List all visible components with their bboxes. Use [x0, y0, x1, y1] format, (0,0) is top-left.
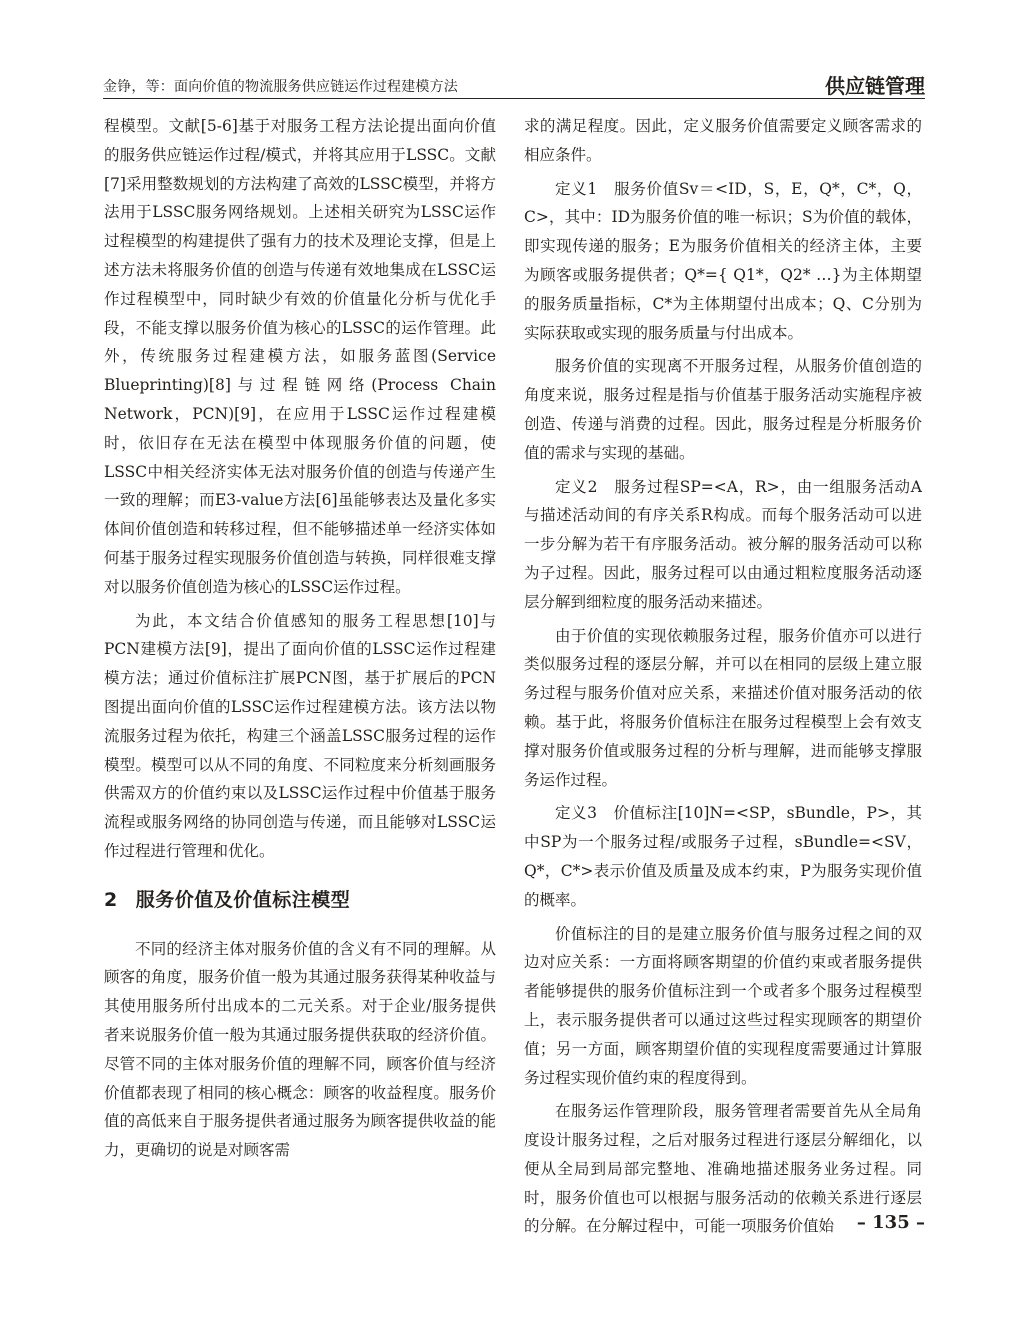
right-column — [524, 112, 922, 1246]
running-header — [103, 58, 925, 99]
definition-1: 定义1 服务价值Sv＝<ID，S，E，Q*，C*，Q，C>，其中：ID为服务价值的唯一标识；S为价值的载体，即实现传递的服务；E为服务价值相关的经济主体，主要为顾客或服务提供者；Q*={ Q1*，Q2* …}为主体期望的服务质量指标，C*为主体期望付出成本；Q、C分别为实际获取或实现的服务质量与付出成本。 — [524, 179, 922, 342]
paragraph: 由于价值的实现依赖服务过程，服务价值亦可以进行类似服务过程的逐层分解，并可以在相同的层级上建立服务过程与服务价值对应关系，来描述价值对服务活动的依赖。基于此，将服务价值标注在服务过程模型上会有效支撑对服务价值或服务过程的分析与理解，进而能够支撑服务运作过程。 — [524, 626, 922, 789]
definition-3: 定义3 价值标注[10]N=<SP，sBundle，P>，其中SP为一个服务过程/或服务子过程，sBundle=<SV，Q*，C*>表示价值及质量及成本约束，P为服务实现价值的概率。 — [524, 804, 922, 909]
left-column — [104, 112, 496, 1170]
paragraph: 价值标注的目的是建立服务价值与服务过程之间的双边对应关系：一方面将顾客期望的价值约束或者服务提供者能够提供的服务价值标注到一个或者多个服务过程模型上，表示服务提供者可以通过这些过程实现顾客的期望价值；另一方面，顾客期望价值的实现程度需要通过计算服务过程实现价值约束的程度得到。 — [524, 924, 922, 1087]
paragraph: 程模型。文献[5-6]基于对服务工程方法论提出面向价值的服务供应链运作过程/模式，并将其应用于LSSC。文献[7]采用整数规划的方法构建了高效的LSSC模型，并将方法用于LSSC服务网络规划。上述相关研究为LSSC运作过程模型的构建提供了强有力的技术及理论支撑，但是上述方法未将服务价值的创造与传递有效地集成在LSSC运作过程模型中，同时缺少有效的价值量化分析与优化手段，不能支撑以服务价值为核心的LSSC的运作管理。此外，传统服务过程建模方法，如服务蓝图(Service Blueprinting)[8]与过程链网络(Process Chain Network，PCN)[9]，在应用于LSSC运作过程建模时，依旧存在无法在模型中体现服务价值的问题，使LSSC中相关经济实体无法对服务价值的创造与传递产生一致的理解；而E3-value方法[6]虽能够表达及量化多实体间价值创造和转移过程，但不能够描述单一经济实体如何基于服务过程实现服务价值创造与转换，同样很难支撑对以服务价值创造为核心的LSSC运作过程。 — [104, 117, 496, 596]
section-number: 2 — [104, 888, 118, 911]
running-title: 金铮，等：面向价值的物流服务供应链运作过程建模方法 — [103, 79, 458, 95]
paragraph: 求的满足程度。因此，定义服务价值需要定义顾客需求的相应条件。 — [524, 117, 922, 164]
paragraph: 不同的经济主体对服务价值的含义有不同的理解。从顾客的角度，服务价值一般为其通过服务获得某种收益与其使用服务所付出成本的二元关系。对于企业/服务提供者来说服务价值一般为其通过服务提供获取的经济价值。尽管不同的主体对服务价值的理解不同，顾客价值与经济价值都表现了相同的核心概念：顾客的收益程度。服务价值的高低来自于服务提供者通过服务为顾客提供收益的能力，更确切的说是对顾客需 — [104, 939, 496, 1160]
paragraph: 在服务运作管理阶段，服务管理者需要首先从全局角度设计服务过程，之后对服务过程进行逐层分解细化，以便从全局到局部完整地、准确地描述服务业务过程。同时，服务价值也可以根据与服务活动的依赖关系进行逐层的分解。在分解过程中，可能一项服务价值始 — [524, 1102, 922, 1236]
paragraph: 服务价值的实现离不开服务过程，从服务价值创造的角度来说，服务过程是指与价值基于服务活动实施程序被创造、传递与消费的过程。因此，服务过程是分析服务价值的需求与实现的基础。 — [524, 357, 922, 462]
section-heading — [104, 886, 496, 915]
definition-2: 定义2 服务过程SP=<A，R>，由一组服务活动A与描述活动间的有序关系R构成。而每个服务活动可以进一步分解为若干有序服务活动。被分解的服务活动可以称为子过程。因此，服务过程可以由通过粗粒度服务活动逐层分解到细粒度的服务活动来描述。 — [524, 477, 922, 611]
section-label: 供应链管理 — [825, 74, 925, 98]
page-number: – 135 – — [856, 1212, 925, 1233]
section-title: 服务价值及价值标注模型 — [135, 888, 351, 911]
paragraph: 为此，本文结合价值感知的服务工程思想[10]与PCN建模方法[9]，提出了面向价值的LSSC运作过程建模方法；通过价值标注扩展PCN图，基于扩展后的PCN图提出面向价值的LSSC运作过程建模方法。该方法以物流服务过程为依托，构建三个涵盖LSSC服务过程的运作模型。模型可以从不同的角度、不同粒度来分析刻画服务供需双方的价值约束以及LSSC运作过程中价值基于服务流程或服务网络的协同创造与传递，而且能够对LSSC运作过程进行管理和优化。 — [104, 611, 496, 860]
